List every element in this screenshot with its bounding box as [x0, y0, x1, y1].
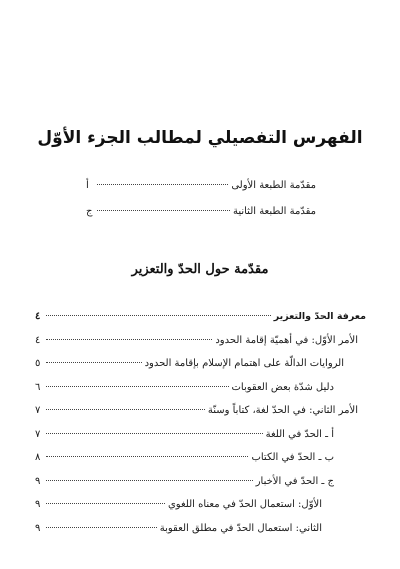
entry-page-number: ٩	[35, 522, 41, 534]
entry-page-number: ٦	[35, 381, 41, 393]
dot-leader	[46, 480, 253, 481]
dot-leader	[97, 184, 228, 185]
toc-entry	[35, 476, 366, 500]
dot-leader	[97, 210, 230, 211]
entry-label: الأمر الثاني: في الحدّ لغة، كتاباً وسنّة	[207, 405, 358, 416]
entry-page-number: ٧	[35, 405, 41, 416]
toc-entry	[35, 405, 366, 429]
entry-page-number: ٨	[35, 452, 41, 463]
entry-page-number: ٧	[35, 428, 41, 440]
entry-label: مقدّمة الطبعة الثانية	[232, 206, 316, 217]
dot-leader	[46, 503, 165, 504]
entry-label: الأمر الأوّل: في أهميّة إقامة الحدود	[215, 334, 358, 346]
toc-entry	[35, 358, 366, 382]
entry-label: مقدّمة الطبعة الأولى	[231, 180, 316, 191]
toc-entry	[35, 311, 366, 335]
entry-page-number: ج	[86, 206, 93, 217]
entry-label: أ ـ الحدّ في اللغة	[265, 428, 334, 440]
entry-page-number: ٤	[35, 334, 41, 346]
dot-leader	[46, 386, 229, 387]
intro-entry	[86, 180, 316, 206]
dot-leader	[46, 339, 212, 340]
toc-entry	[35, 382, 366, 406]
toc-entry	[35, 429, 366, 453]
entry-page-number: ٥	[35, 358, 41, 369]
dot-leader	[46, 362, 142, 363]
section-title: مقدّمة حول الحدّ والتعزير	[131, 262, 269, 277]
toc-list	[35, 311, 366, 546]
entry-label: الثاني: استعمال الحدّ في مطلق العقوبة	[159, 522, 322, 534]
dot-leader	[46, 527, 157, 528]
entry-page-number: ٩	[35, 499, 41, 510]
entry-page-number: ٩	[35, 475, 41, 487]
intro-entry	[86, 206, 316, 232]
dot-leader	[46, 433, 263, 434]
dot-leader	[46, 315, 271, 316]
toc-entry	[35, 452, 366, 476]
entry-page-number: أ	[86, 180, 89, 191]
toc-entry	[35, 335, 366, 359]
entry-label: معرفة الحدّ والتعزير	[273, 311, 366, 322]
dot-leader	[46, 456, 248, 457]
toc-entry	[35, 499, 366, 523]
toc-entry	[35, 523, 366, 547]
intro-list	[86, 180, 316, 232]
entry-label: دليل شدّة بعض العقوبات	[231, 381, 334, 393]
entry-label: الروايات الدالّة على اهتمام الإسلام بإقامة الحدود	[144, 358, 344, 369]
entry-label: ب ـ الحدّ في الكتاب	[251, 452, 334, 463]
entry-label: الأوّل: استعمال الحدّ في معناه اللغوي	[167, 499, 322, 510]
dot-leader	[46, 409, 205, 410]
page-title: الفهرس التفصيلي لمطالب الجزء الأوّل	[37, 128, 363, 148]
entry-label: ج ـ الحدّ في الأخبار	[255, 475, 334, 487]
entry-page-number: ٤	[35, 311, 41, 322]
